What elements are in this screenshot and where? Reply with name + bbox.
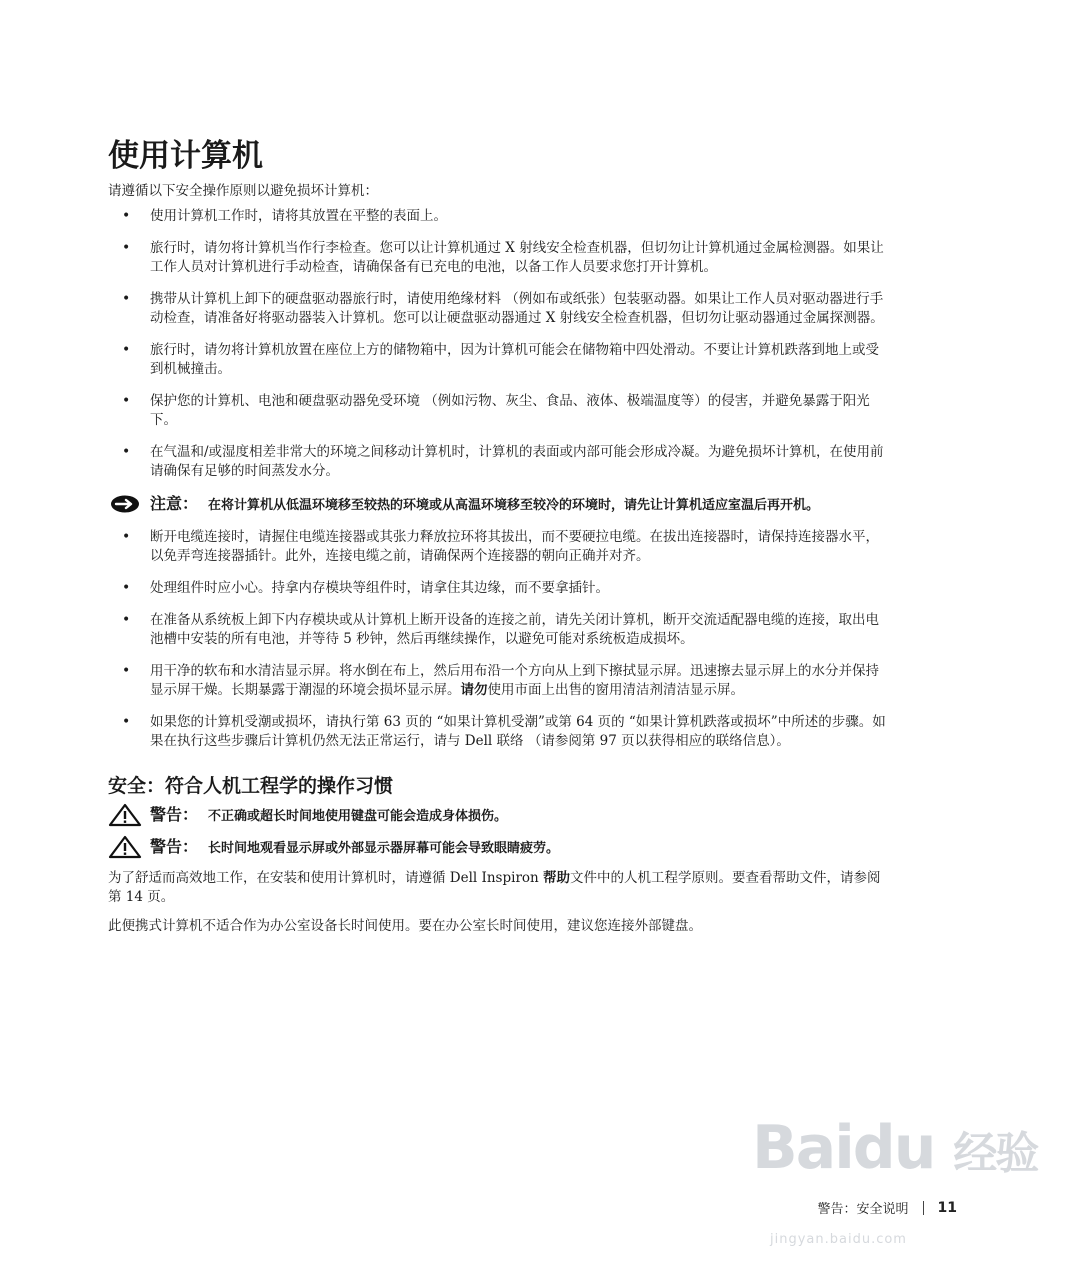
watermark-url: jingyan.baidu.com	[770, 1232, 907, 1247]
bullet-icon: •	[122, 663, 131, 679]
warning-text: 长时间地观看显示屏或外部显示器屏幕可能会导致眼睛疲劳。	[208, 841, 560, 856]
warning-text: 不正确或超长时间地使用键盘可能会造成身体损伤。	[208, 809, 508, 824]
footer-section: 警告：安全说明	[817, 1202, 909, 1217]
page-title: 使用计算机	[108, 138, 263, 174]
section-title: 安全：符合人机工程学的操作习惯	[108, 775, 394, 797]
list-item: • 在气温和/或湿度相差非常大的环境之间移动计算机时，计算机的表面或内部可能会形成冷凝。为避免损坏计算机，在使用前请确保有足够的时间蒸发水分。	[122, 444, 884, 479]
notice-label: 注意：	[150, 494, 199, 513]
list-item: • 使用计算机工作时，请将其放置在平整的表面上。	[122, 208, 447, 224]
warning-callout	[108, 805, 888, 827]
list-item: • 旅行时，请勿将计算机当作行李检查。您可以让计算机通过 X 射线安全检查机器，但切勿让计算机通过金属检测器。如果让工作人员对计算机进行手动检查，请确保备有已充电的电池，以备工作人员要求您打开计算机。	[122, 240, 884, 275]
bullet-icon: •	[122, 444, 131, 460]
bullet-list-2	[108, 528, 888, 751]
watermark-logo: Baidu 经验	[752, 1113, 1038, 1183]
footer-divider	[923, 1201, 924, 1215]
bullet-icon: •	[122, 580, 131, 596]
emphasis-text: 帮助	[543, 870, 571, 886]
intro-paragraph: 请遵循以下安全操作原则以避免损坏计算机：	[108, 183, 378, 199]
list-item: • 用干净的软布和水清洁显示屏。将水倒在布上，然后用布沿一个方向从上到下擦拭显示屏。迅速擦去显示屏上的水分并保持显示屏干燥。长期暴露于潮湿的环境会损坏显示屏。请勿使用市面上出售的窗用清洁剂清洁显示屏。	[122, 663, 879, 698]
notice-text: 在将计算机从低温环境移至较热的环境或从高温环境移至较冷的环境时，请先让计算机适应室温后再开机。	[208, 498, 820, 513]
baidu-watermark	[752, 1113, 1038, 1184]
bullet-list-1	[108, 207, 888, 481]
warning-callout	[108, 837, 888, 859]
page-footer	[818, 1198, 958, 1217]
warning-triangle-icon	[108, 835, 142, 866]
bullet-icon: •	[122, 208, 131, 224]
bullet-icon: •	[122, 342, 131, 358]
bullet-icon: •	[122, 393, 131, 409]
list-item: • 旅行时，请勿将计算机放置在座位上方的储物箱中，因为计算机可能会在储物箱中四处滑动。不要让计算机跌落到地上或受到机械撞击。	[122, 342, 879, 377]
list-item: • 保护您的计算机、电池和硬盘驱动器免受环境 （例如污物、灰尘、食品、液体、极端温度等）的侵害，并避免暴露于阳光下。	[122, 393, 870, 428]
emphasis-text: 请勿	[460, 682, 488, 698]
keyboard-paragraph: 此便携式计算机不适合作为办公室设备长时间使用。要在办公室长时间使用，建议您连接外部键盘。	[108, 918, 702, 934]
page-number: 11	[937, 1199, 957, 1216]
list-item: • 如果您的计算机受潮或损坏，请执行第 63 页的 “如果计算机受潮”或第 64 页的 “如果计算机跌落或损坏”中所述的步骤。如果在执行这些步骤后计算机仍然无法正常运行，请与 Dell 联络 （请参阅第 97 页以获得相应的联络信息）。	[122, 714, 886, 749]
list-item: • 处理组件时应小心。持拿内存模块等组件时，请拿住其边缘，而不要拿插针。	[122, 580, 609, 596]
warning-label: 警告：	[150, 837, 199, 856]
notice-icon	[110, 495, 140, 520]
warning-triangle-icon	[108, 803, 142, 834]
list-item: • 携带从计算机上卸下的硬盘驱动器旅行时，请使用绝缘材料 （例如布或纸张）包装驱动器。如果让工作人员对驱动器进行手动检查，请准备好将驱动器装入计算机。您可以让硬盘驱动器通过 X 射线安全检查机器，但切勿让驱动器通过金属探测器。	[122, 291, 884, 326]
notice-callout	[108, 494, 888, 516]
list-item: • 在准备从系统板上卸下内存模块或从计算机上断开设备的连接之前，请先关闭计算机，断开交流适配器电缆的连接，取出电池槽中安装的所有电池，并等待 5 秒钟，然后再继续操作，以避免可能对系统板造成损坏。	[122, 612, 879, 647]
main-content	[108, 136, 888, 942]
bullet-icon: •	[122, 240, 131, 256]
ergonomics-paragraph: 为了舒适而高效地工作，在安装和使用计算机时，请遵循 Dell Inspiron 帮助文件中的人机工程学原则。要查看帮助文件，请参阅第 14 页。	[108, 870, 881, 905]
bullet-icon: •	[122, 291, 131, 307]
list-item: • 断开电缆连接时，请握住电缆连接器或其张力释放拉环将其拔出，而不要硬拉电缆。在拔出连接器时，请保持连接器水平，以免弄弯连接器插针。此外，连接电缆之前，请确保两个连接器的朝向正确并对齐。	[122, 529, 879, 564]
bullet-icon: •	[122, 612, 131, 628]
bullet-icon: •	[122, 529, 131, 545]
warning-label: 警告：	[150, 805, 199, 824]
bullet-icon: •	[122, 714, 131, 730]
